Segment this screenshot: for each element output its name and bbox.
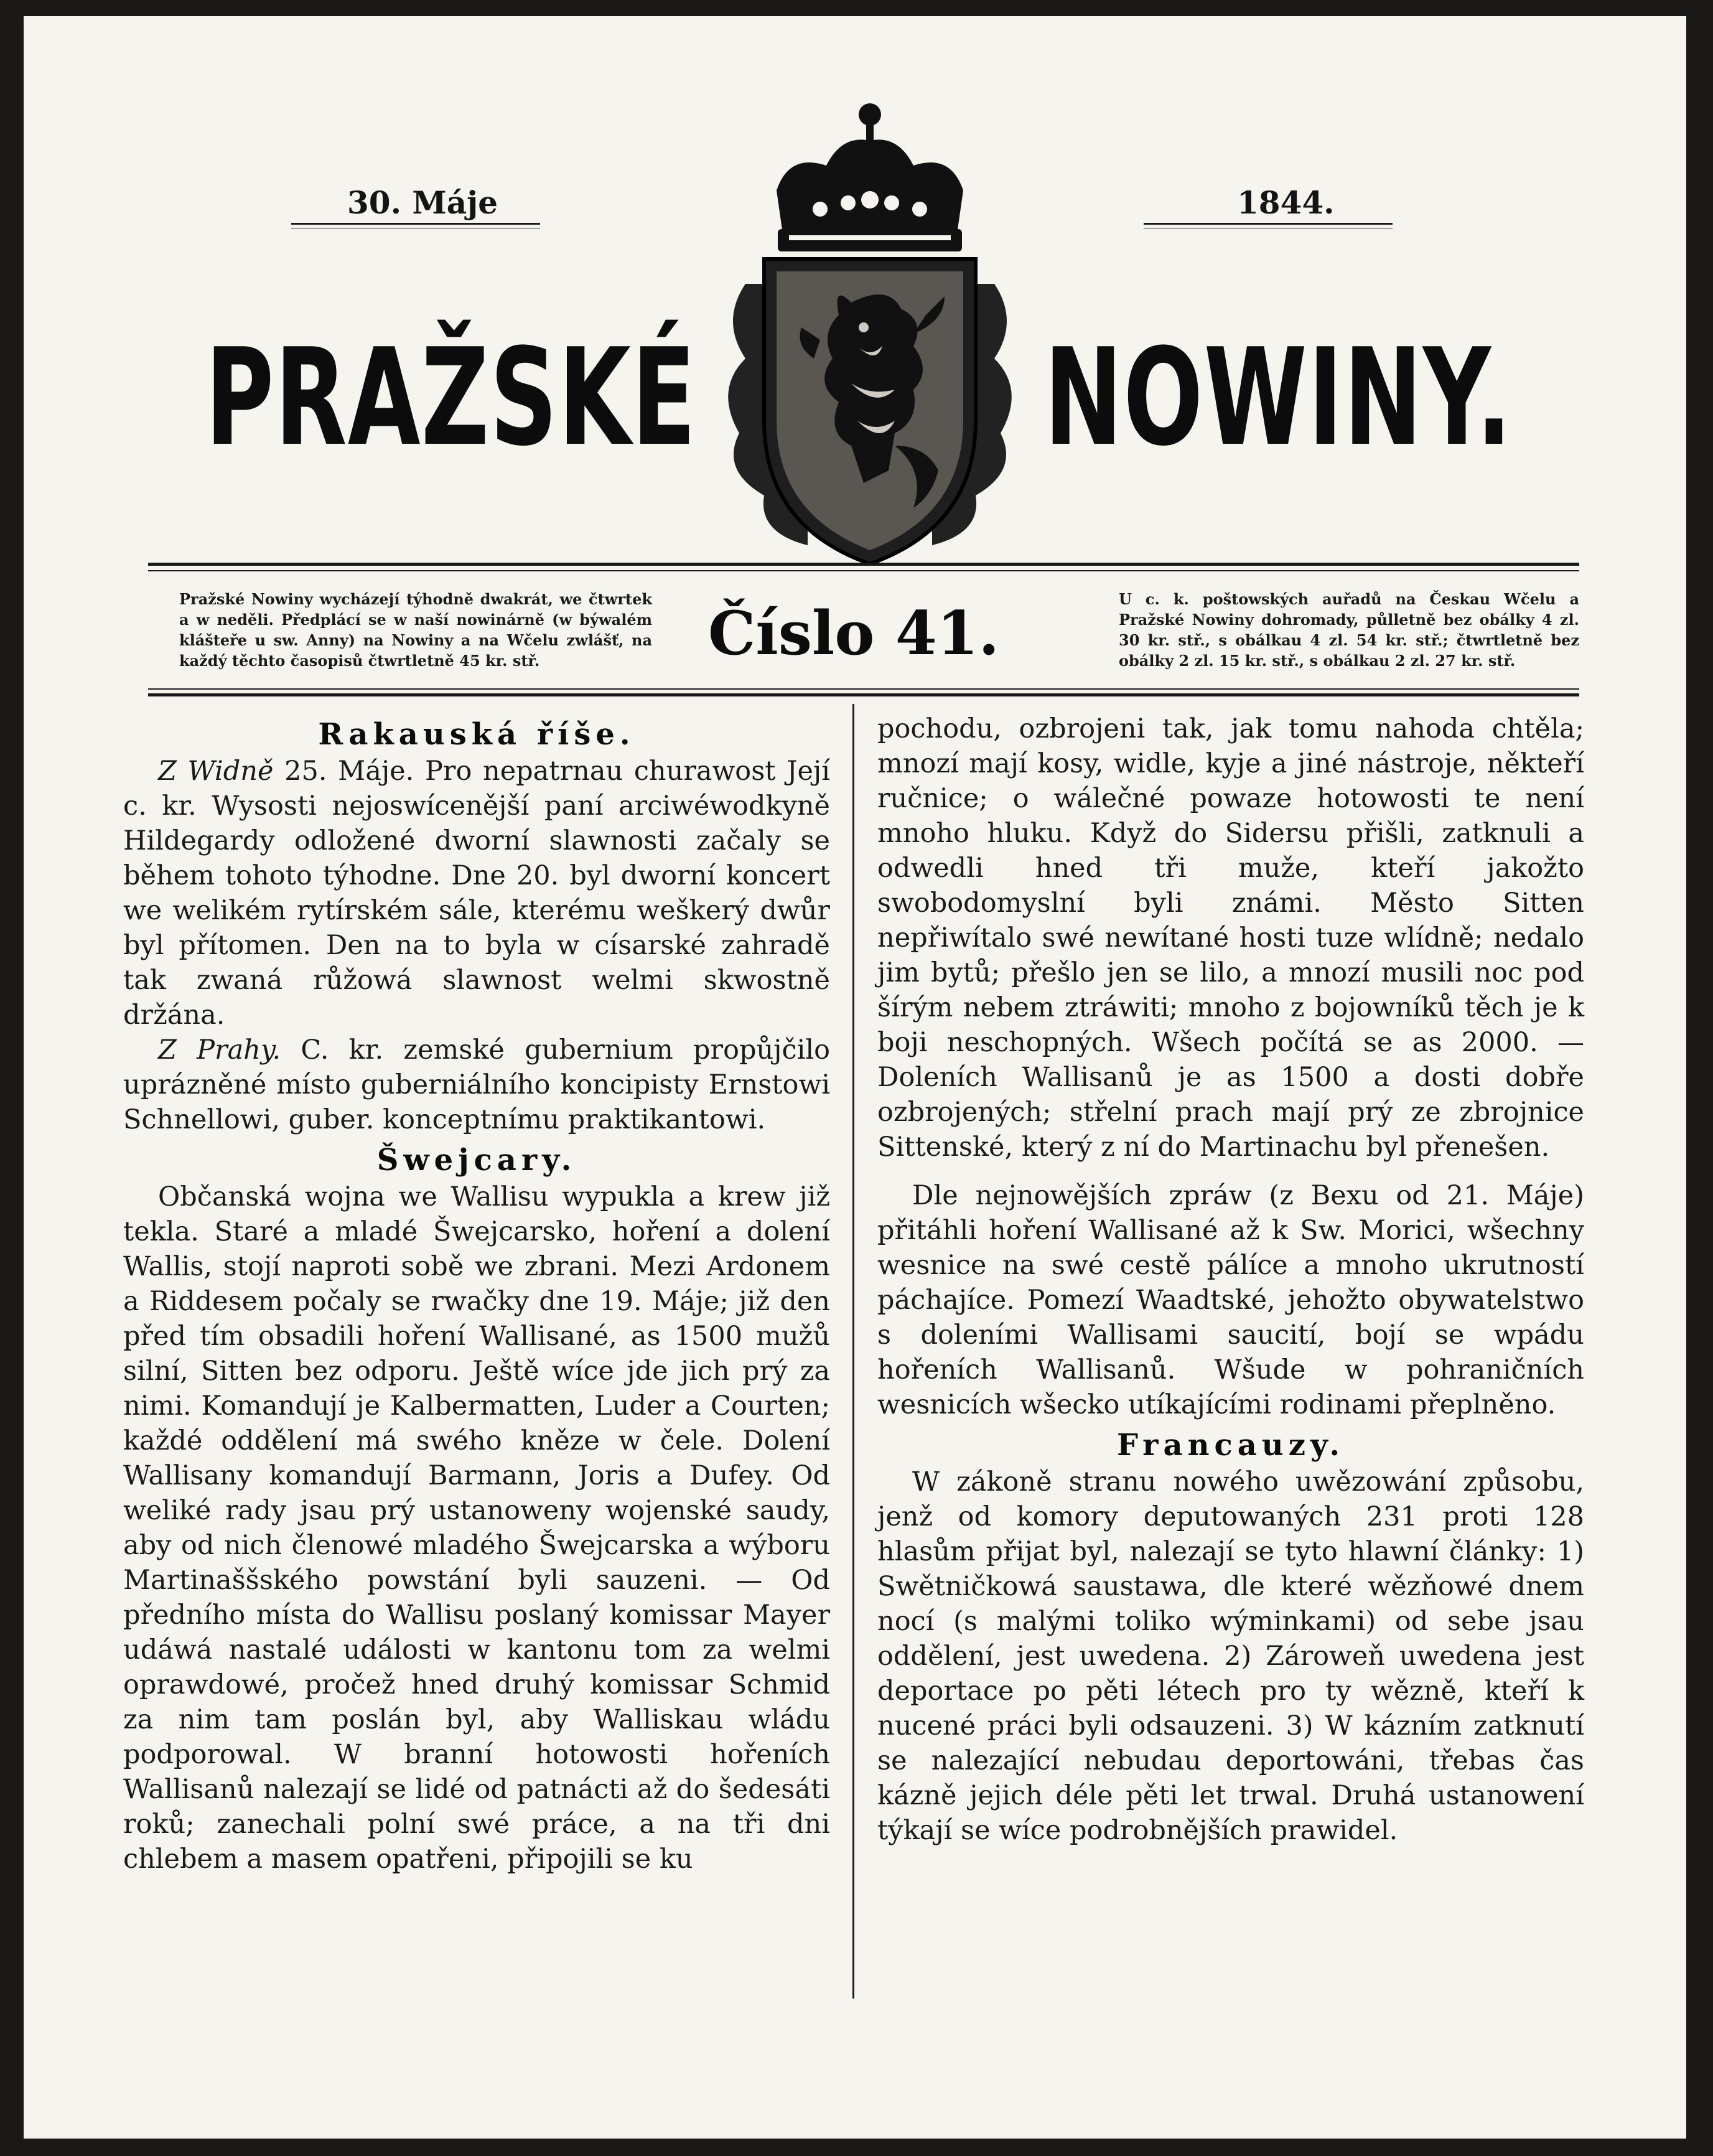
left-column (123, 711, 830, 1877)
heading-france: Francauzy. (1116, 1428, 1345, 1463)
date-right-rule (1144, 223, 1393, 225)
masthead-rule-thick (148, 563, 1579, 566)
right-column (877, 711, 1584, 1848)
dateline-prague: Z Prahy. (158, 1034, 281, 1066)
title-left: PRAŽSKÉ (205, 319, 697, 476)
issue-number: Číslo 41. (708, 598, 999, 668)
article-switzerland-continued: pochodu, ozbrojeni tak, jak tomu nahoda chtěla; mnozí mají kosy, widle, kyje a jiné nástroje, někteří ručnice; o wálečné powaze hotowosti te není mnoho hluku. Když do Sidersu přišli, zatknuli a odwedli hned tři muže, kteří jakožto swobodomyslní byli známi. Město Sitten nepřiwítalo swé newítané hosti tuze wlídně; nedalo jim bytů; přešlo jen se lilo, a mnozí musili noc pod šírým nebem ztráwiti; mnoho z bojowníků těch je k boji neschopných. Wšech počítá se as 2000. — Doleních Wallisanů je as 1500 a dosti dobře ozbrojených; střelní prach mají prý ze zbrojnice Sittenské, který z ní do Martinachu byl přenešen. (877, 713, 1584, 1163)
article-prague (123, 1033, 830, 1137)
bohemian-lion-crest-icon (708, 97, 1032, 570)
title-right: NOWINY. (1044, 319, 1513, 476)
article-switzerland: Občanská wojna we Wallisu wypukla a krew již tekla. Staré a mladé Šwejcarsko, hoření a dolení Wallis, stojí naproti sobě we zbrani. Mezi Ardonem a Riddesem počaly se rwačky dne 19. Máje; již den před tím obsadili hoření Wallisané, as 1500 mužů silní, Sitten bez odporu. Ještě wíce jde jich prý za nimi. Komandují je Kalbermatten, Luder a Courten; každé oddělení má swého kněze w čele. Dolení Wallisany komandují Barmann, Joris a Dufey. Od weliké rady jsau prý ustanoweny wojenské saudy, aby od nich členowé mladého Šwejcarska a wýboru Martinaššského powstání byli sauzeni. — Od předního místa do Wallisu poslaný komissar Mayer udáwá nastalé události w kantonu tom za welmi oprawdowé, pročež hned druhý komissar Schmid za nim tam poslán byl, aby Walliskau wládu podporowal. W branní hotowosti hořeních Wallisanů nalezají se lidé od patnácti až do šedesáti roků; zanechali polní swé práce, a na tři dni chlebem a masem opatřeni, připojili se ku (123, 1181, 830, 1875)
heading-austria: Rakauská říše. (318, 717, 635, 752)
article-prague-text: C. kr. zemské gubernium propůjčilo uprázněné místo guberniálního koncipisty Ernstowi Schnellowi, guber. konceptnímu praktikantowi. (123, 1034, 830, 1135)
date-left: 30. Máje (347, 184, 498, 221)
date-right: 1844. (1237, 184, 1335, 221)
info-rule-thick (148, 693, 1579, 696)
column-divider (852, 704, 854, 1999)
info-rule-thin (148, 688, 1579, 690)
dateline-vienna: Z Widně (158, 756, 274, 787)
subscription-notice-right: U c. k. poštowských auřadů na Českau Wčelu a Pražské Nowiny dohromady, půlletně bez obálky 4 zl. 30 kr. stř., s obálkau 4 zl. 54 kr. stř.; čtwrtletně bez obálky 2 zl. 15 kr. stř., s obálkau 2 zl. 27 kr. stř. (1119, 590, 1579, 670)
article-vienna (123, 754, 830, 1033)
masthead-rule-thin (148, 570, 1579, 571)
article-vienna-text: 25. Máje. Pro nepatrnau churawost Její c. kr. Wysosti nejoswícenější paní arciwéwodkyně Hildegardy odložené dworní slawnosti začaly se během tohoto týhodne. Dne 20. byl dworní koncert we welikém rytírském sále, kterému weškerý dwůr byl přítomen. Den na to byla w císarské zahradě tak zwaná růžowá slawnost welmi skwostně držána. (123, 756, 830, 1031)
article-france: W zákoně stranu nowého uwězowání způsobu, jenž od komory deputowaných 231 proti 128 hlasům přijat byl, nalezají se tyto hlawní články: 1) Swětničkowá saustawa, dle které wězňowé dnem nocí (s malými toliko wýminkami) od sebe jsau oddělení, jest uwedena. 2) Zároweň uwedena jest deportace po pěti létech pro ty wězně, kteří k nucené práci byli odsauzeni. 3) W kázním zatknutí se nalezající nebudau deportowáni, třebas čas kázně jejich déle pěti let trwal. Druhá ustanowení týkají se wíce podrobnějších prawidel. (877, 1466, 1584, 1846)
subscription-notice-left: Pražské Nowiny wycházejí týhodně dwakrát, we čtwrtek a w neděli. Předplácí se w naší nowinárně (w býwalém klášteře u sw. Anny) na Nowiny a na Wčelu zwlášť, na každý těchto časopisů čtwrtletně 45 kr. stř. (179, 590, 652, 670)
newspaper-page (24, 16, 1686, 2139)
heading-switzerland: Šwejcary. (376, 1143, 577, 1178)
article-latest-news: Dle nejnowějších zpráw (z Bexu od 21. Máje) přitáhli hoření Wallisané až k Sw. Morici, wšechny wesnice na swé cestě pálíce a mnoho ukrutností páchajíce. Pomezí Waadtské, jehožto obywatelstwo s doleními Wallisami saucití, bojí se wpádu hořeních Wallisanů. Wšude w pohraničních wesnicích wšecko utíkajícími rodinami přeplněno. (877, 1180, 1584, 1420)
date-left-rule (291, 223, 540, 225)
